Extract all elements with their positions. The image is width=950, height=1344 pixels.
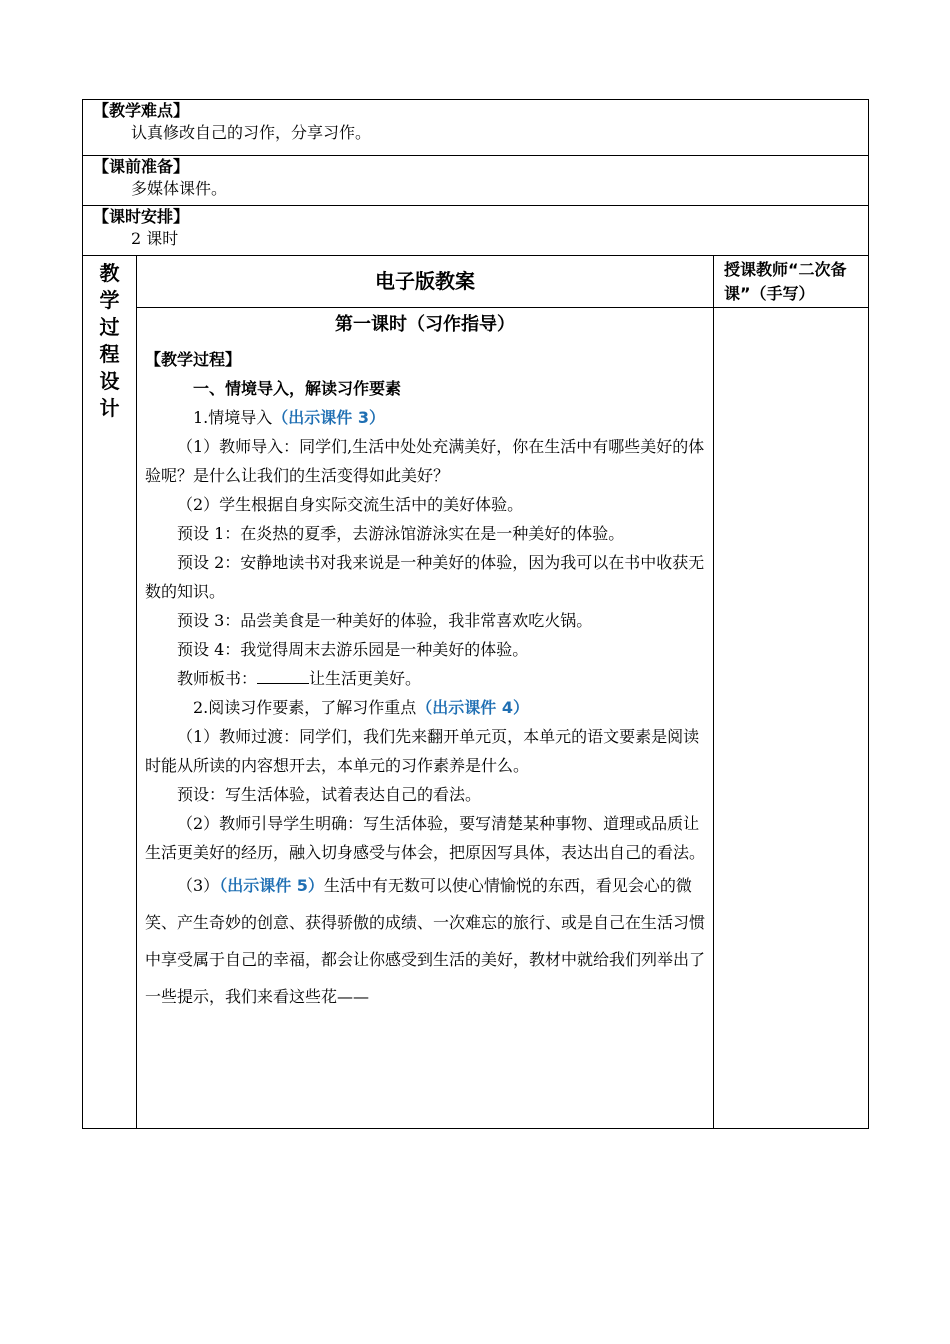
second-prep-header: 授课教师“二次备课”（手写）: [724, 260, 847, 303]
paragraph-9: 预设：写生活体验，试着表达自己的看法。: [177, 785, 482, 804]
preparation-body: 多媒体课件。: [131, 179, 228, 198]
paragraph-3: 预设 1：在炎热的夏季，去游泳馆游泳实在是一种美好的体验。: [177, 524, 625, 543]
p11-text: 生活中有无数可以使心情愉悦的东西，看见会心的微笑、产生奇妙的创意、获得骄傲的成绩、一次难忘的旅行、或是自己在生活习惯中享受属于自己的幸福，都会让你感受到生活的美好，教材中就给我们列举出了一些提示，我们来看这些花——: [145, 876, 706, 1006]
process-design-label: 教学过程设计: [99, 261, 120, 420]
schedule-row: [83, 206, 869, 256]
item-1-ref: （出示课件 3）: [272, 408, 385, 427]
content-cell: [137, 308, 714, 1129]
electronic-plan-header: 电子版教案: [375, 269, 475, 293]
paragraph-2: （2）学生根据自身实际交流生活中的美好体验。: [177, 495, 524, 514]
lesson-title: 第一课时（习作指导）: [335, 314, 515, 335]
paragraph-11: [145, 867, 705, 1015]
paragraph-6: 预设 4：我觉得周末去游乐园是一种美好的体验。: [177, 640, 529, 659]
paragraph-8: （1）教师过渡：同学们，我们先来翻开单元页，本单元的语文要素是阅读时能从所读的内容想开去，本单元的习作素养是什么。: [145, 727, 700, 775]
difficulty-title: 【教学难点】: [93, 101, 190, 120]
paragraph-1: （1）教师导入：同学们,生活中处处充满美好，你在生活中有哪些美好的体验呢？是什么让我们的生活变得如此美好？: [145, 437, 705, 485]
item-2: [145, 693, 705, 722]
p11-prefix: （3）: [177, 876, 220, 895]
side-header-cell: [714, 256, 869, 308]
item-1-text: 1.情境导入: [193, 408, 273, 427]
preparation-title: 【课前准备】: [93, 157, 190, 176]
board-prefix: 教师板书：: [177, 669, 258, 688]
header-row: [83, 256, 869, 308]
item-2-ref: （出示课件 4）: [416, 698, 529, 717]
main-header-cell: [137, 256, 714, 308]
section-1-heading: 一、情境导入，解读习作要素: [193, 379, 402, 398]
schedule-title: 【课时安排】: [93, 207, 190, 226]
difficulty-body: 认真修改自己的习作，分享习作。: [131, 123, 372, 142]
preparation-cell: [83, 156, 869, 206]
paragraph-7: [145, 664, 705, 693]
item-1: [145, 403, 705, 432]
difficulty-row: [83, 100, 869, 156]
lesson-content: [137, 308, 713, 1015]
paragraph-4: 预设 2：安静地读书对我来说是一种美好的体验，因为我可以在书中收获无数的知识。: [145, 553, 705, 601]
fill-blank: [257, 666, 309, 684]
schedule-body: 2 课时: [131, 229, 179, 248]
p11-ref: （出示课件 5）: [219, 876, 324, 895]
second-prep-cell: [714, 308, 869, 1129]
schedule-cell: [83, 206, 869, 256]
paragraph-10: （2）教师引导学生明确：写生活体验，要写清楚某种事物、道理或品质让生活更美好的经历，融入切身感受与体会，把原因写具体，表达出自己的看法。: [145, 814, 706, 862]
difficulty-cell: [83, 100, 869, 156]
process-label-cell: [83, 256, 137, 1129]
board-suffix: 让生活更美好。: [309, 669, 422, 688]
preparation-row: [83, 156, 869, 206]
item-2-text: 2.阅读习作要素，了解习作重点: [193, 698, 417, 717]
paragraph-5: 预设 3：品尝美食是一种美好的体验，我非常喜欢吃火锅。: [177, 611, 593, 630]
content-row: [83, 308, 869, 1129]
lesson-plan-table: [82, 99, 869, 1129]
process-heading: 【教学过程】: [145, 350, 242, 369]
